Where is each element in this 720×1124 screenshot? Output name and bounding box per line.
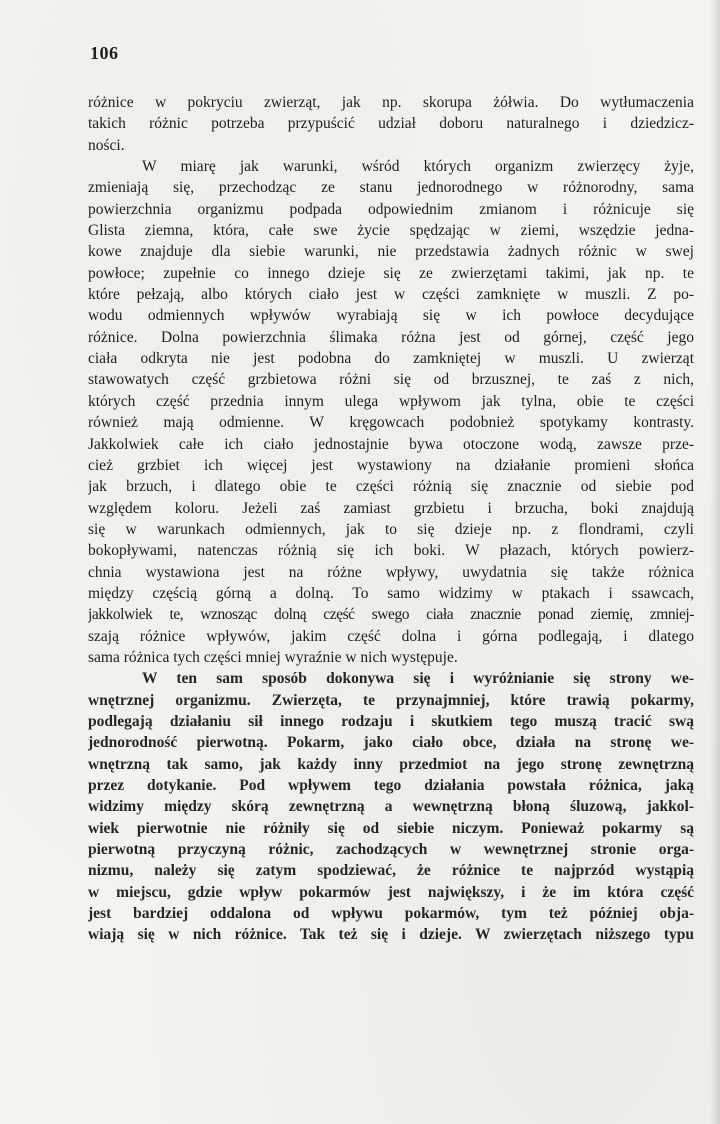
text-line: przez dotykanie. Pod wpływem tego działania powstała różnica, jaką: [88, 777, 694, 794]
text-line: szają różnice wpływów, jakim część dolna i górna podlegają, i dlatego: [88, 627, 694, 645]
text-line: stawowatych część grzbietowa różni się od brzusznej, te zaś z nich,: [88, 371, 694, 389]
text-line: kowe znajduje dla siebie warunki, nie przedstawia żadnych różnic w swej: [88, 243, 694, 261]
text-line: jednorodność pierwotną. Pokarm, jako ciało obce, działa na stronę we-: [88, 734, 694, 752]
text-line: cież grzbiet ich więcej jest wystawiony na działanie promieni słońca: [88, 456, 694, 474]
text-line: które pełzają, albo których ciało jest w części zamknięte w muszli. Z po-: [88, 286, 694, 304]
text-line: jak brzuch, i dlatego obie te części różnią się znacznie od siebie pod: [88, 478, 694, 496]
text-line: względem koloru. Jeżeli zaś zamiast grzbietu i brzucha, boki znajdują: [88, 499, 694, 517]
page-number: 106: [90, 43, 119, 63]
text-line: wiają się w nich różnice. Tak też się i dzieje. W zwierzętach niższego typu: [88, 926, 694, 944]
page-edge-shadow: [710, 0, 720, 1124]
text-line: Glista ziemna, która, całe swe życie spędzając w ziemi, wszędzie jedna-: [88, 222, 694, 240]
text-line: Jakkolwiek całe ich ciało jednostajnie bywa otoczone wodą, zawsze prze-: [88, 435, 694, 453]
text-line: między częścią górną a dolną. To samo widzimy w ptakach i ssawcach,: [88, 584, 694, 602]
text-line: wnętrzną tak samo, jak każdy inny przedmiot na jego stronę zewnętrzną: [88, 755, 694, 773]
text-line: również mają odmienne. W kręgowcach podobnież spotykamy kontrasty.: [88, 414, 694, 432]
text-line: się w warunkach odmiennych, jak to się dzieje np. z flondrami, czyli: [88, 520, 694, 538]
text-line: których część przednia innym ulega wpływom jak tylna, obie te części: [88, 392, 694, 410]
text-line: jest bardziej oddalona od wpływu pokarmów, tym też później obja-: [88, 905, 694, 923]
text-line: wnętrznej organizmu. Zwierzęta, te przynajmniej, które trawią pokarmy,: [88, 691, 694, 709]
paragraph-start-line: W ten sam sposób dokonywa się i wyróżnianie się strony we-: [142, 670, 694, 688]
text-line: różnice. Dolna powierzchnia ślimaka różna jest od górnej, część jego: [88, 328, 694, 346]
text-line: takich różnic potrzeba przypuścić udział doboru naturalnego i dziedzicz-: [88, 115, 694, 133]
text-line: bokopływami, natenczas różnią się ich boki. W płazach, których powierz-: [88, 542, 694, 560]
text-line: chnia wystawiona jest na różne wpływy, uwydatnia się także różnica: [88, 563, 694, 581]
text-line: podlegają działaniu sił innego rodzaju i skutkiem tego muszą tracić swą: [88, 712, 694, 730]
text-line: wodu odmiennych wpływów wyrabiają się w ich powłoce decydujące: [88, 307, 694, 325]
text-line: w miejscu, gdzie wpływ pokarmów jest największy, i że im która część: [88, 883, 694, 901]
text-line: nizmu, należy się zatym spodziewać, że różnice te najprzód wystąpią: [88, 862, 694, 880]
text-line: widzimy między skórą zewnętrzną a wewnętrzną błoną śluzową, jakkol-: [88, 798, 694, 816]
text-line: powierzchnia organizmu podpada odpowiednim zmianom i różnicuje się: [88, 200, 694, 218]
text-line: ciała odkryta nie jest podobna do zamkniętej w muszli. U zwierząt: [88, 350, 694, 368]
text-line: wiek pierwotnie nie różniły się od siebie niczym. Ponieważ pokarmy są: [88, 819, 694, 837]
text-line: sama różnica tych części mniej wyraźnie w nich występuje.: [88, 648, 458, 666]
text-line: powłoce; zupełnie co innego dzieje się ze zwierzętami takimi, jak np. te: [88, 264, 694, 282]
body-text: [88, 92, 694, 946]
text-line: ności.: [88, 136, 125, 154]
text-line: różnice w pokryciu zwierząt, jak np. skorupa żółwia. Do wytłumaczenia: [88, 94, 694, 111]
text-line: jakkolwiek te, wznosząc dolną część swego ciała znacznie ponad ziemię, zmniej-: [88, 606, 694, 624]
paragraph-start-line: W miarę jak warunki, wśród których organizm zwierzęcy żyje,: [142, 158, 694, 176]
text-line: zmieniają się, przechodząc ze stanu jednorodnego w różnorodny, sama: [88, 179, 694, 197]
text-line: pierwotną przyczyną różnic, zachodzących w wewnętrznej stronie orga-: [88, 841, 694, 859]
